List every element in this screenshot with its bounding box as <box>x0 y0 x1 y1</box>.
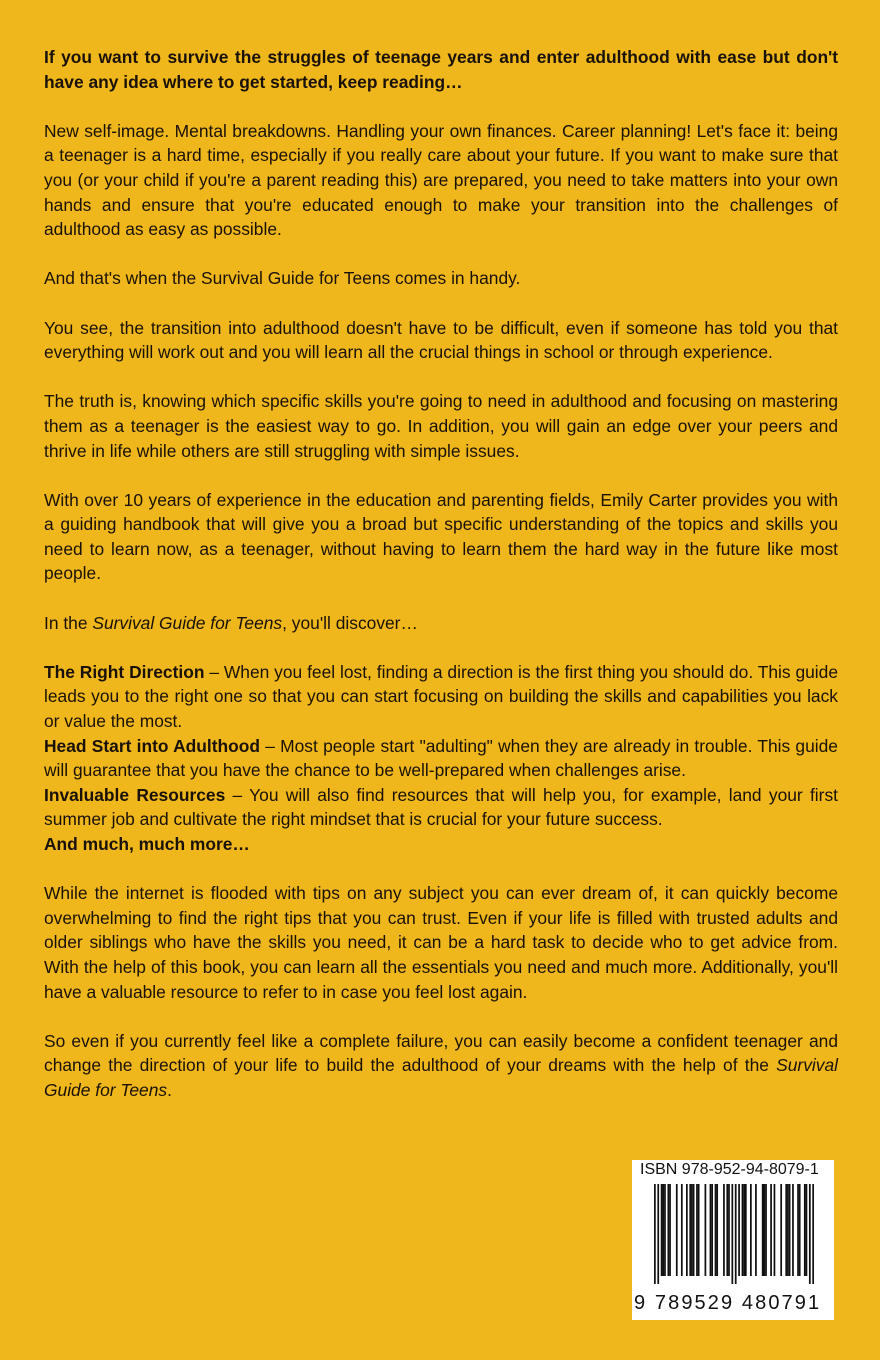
barcode-bar <box>745 1184 747 1276</box>
barcode-bar <box>716 1184 718 1276</box>
bullet-resources <box>44 783 838 832</box>
bullet-text: – When you feel lost, finding a direction is the first thing you should do. This guide leads you to the right one so that you can start focusing on building the skills and capabilities you lack or value the most. <box>44 661 838 732</box>
paragraph-internet: While the internet is flooded with tips on any subject you can ever dream of, it can quickly become overwhelming to find the right tips that you can trust. Even if your life is filled with trusted adults and older siblings who have the skills you need, it can be a hard task to decide who to get advice from. With the help of this book, you can learn all the essentials you need and much more. Additionally, you'll have a valuable resource to refer to in case you feel lost again. <box>44 883 838 1002</box>
barcode-bar <box>726 1184 728 1276</box>
paragraph-truth: The truth is, knowing which specific skills you're going to need in adulthood and focusing on mastering them as a teenager is the easiest way to go. In addition, you will gain an edge over your peers and thrive in life while others are still struggling with simple issues. <box>44 391 838 461</box>
barcode-bar <box>689 1184 691 1276</box>
blurb-text <box>44 45 838 1127</box>
bullet-title: Invaluable Resources <box>44 784 226 805</box>
bullet-title: The Right Direction <box>44 661 205 682</box>
paragraph-experience: With over 10 years of experience in the education and parenting fields, Emily Carter provides you with a guiding handbook that will give you a broad but specific understanding of the topics and skills you need to learn now, as a teenager, without having to learn them the hard way in the future like most people. <box>44 489 838 584</box>
barcode-bar <box>661 1184 663 1276</box>
barcode-bar <box>731 1184 733 1284</box>
barcode-bar <box>750 1184 752 1276</box>
barcode-bar <box>710 1184 712 1276</box>
barcode-bar <box>780 1184 782 1276</box>
barcode-bar <box>770 1184 772 1276</box>
paragraph-transition: You see, the transition into adulthood doesn't have to be difficult, even if someone has told you that everything will work out and you will learn all the crucial things in school or through experience. <box>44 317 838 363</box>
discover-book-title: Survival Guide for Teens <box>92 612 283 633</box>
barcode-bar <box>676 1184 678 1276</box>
barcode-bar <box>785 1184 787 1276</box>
barcode-bar <box>804 1184 806 1276</box>
barcode-bar <box>657 1184 659 1284</box>
bullet-head-start <box>44 734 838 783</box>
barcode-bar <box>789 1184 791 1276</box>
bullet-title: Head Start into Adulthood <box>44 735 260 756</box>
barcode-bar <box>809 1184 811 1284</box>
much-more: And much, much more… <box>44 834 250 854</box>
closing-text: So even if you currently feel like a complete failure, you can easily become a confident teenager and change the direction of your life to build the adulthood of your dreams with the help of the <box>44 1030 838 1076</box>
barcode-bar <box>664 1184 666 1276</box>
barcode-bar <box>735 1184 737 1284</box>
barcode-bar <box>662 1184 664 1276</box>
paragraph-survival-guide: And that's when the Survival Guide for Teens comes in handy. <box>44 268 521 289</box>
barcode-bar <box>711 1184 713 1276</box>
barcode-bar <box>755 1184 757 1276</box>
barcode-bar <box>792 1184 794 1276</box>
barcode-bar <box>691 1184 693 1276</box>
barcode-bar <box>742 1184 744 1276</box>
barcode-digits: 9 789529 480791 <box>634 1292 822 1314</box>
isbn-label: ISBN 978-952-94-8079-1 <box>640 1161 819 1178</box>
intro-heading: If you want to survive the struggles of teenage years and enter adulthood with ease but don't have any idea where to get started, keep reading… <box>44 47 838 92</box>
bullet-text: – Most people start "adulting" when they are already in trouble. This guide will guarantee that you have the chance to be well-prepared when challenges arise. <box>44 735 838 781</box>
barcode-bar <box>667 1184 669 1276</box>
barcode-bar <box>698 1184 700 1276</box>
barcode-bar <box>654 1184 656 1284</box>
barcode-bar <box>812 1184 814 1284</box>
barcode-bar <box>763 1184 765 1276</box>
barcode-bar <box>799 1184 801 1276</box>
barcode-bar <box>765 1184 767 1276</box>
barcode-bar <box>686 1184 688 1276</box>
closing-end: . <box>167 1079 172 1100</box>
barcode-bar <box>696 1184 698 1276</box>
barcode-bar <box>797 1184 799 1276</box>
barcode-bar <box>693 1184 695 1276</box>
bullet-text: – You will also find resources that will help you, for example, land your first summer job and cultivate the right mindset that is crucial for your future success. <box>44 784 838 830</box>
barcode-bar <box>669 1184 671 1276</box>
bullet-right-direction <box>44 660 838 734</box>
barcode-bar <box>705 1184 707 1276</box>
closing-book-title: Survival Guide for Teens <box>44 1055 838 1100</box>
barcode-bar <box>728 1184 730 1276</box>
discover-suffix: , you'll discover… <box>282 612 418 633</box>
barcode-bar <box>774 1184 776 1276</box>
barcode-bar <box>743 1184 745 1276</box>
discover-prefix: In the <box>44 612 93 633</box>
barcode-bar <box>806 1184 808 1276</box>
paragraph-closing <box>44 1029 838 1103</box>
barcode-bar <box>787 1184 789 1276</box>
barcode-bars <box>654 1184 814 1284</box>
barcode-bar <box>715 1184 717 1276</box>
barcode-bar <box>762 1184 764 1276</box>
barcode-bar <box>738 1184 740 1276</box>
paragraph-discover <box>44 611 838 636</box>
barcode-bar <box>723 1184 725 1276</box>
barcode-bar <box>681 1184 683 1276</box>
paragraph-self-image: New self-image. Mental breakdowns. Handling your own finances. Career planning! Let's face it: being a teenager is a hard time, especially if you really care about your future. If you want to make sure that you (or your child if you're a parent reading this) are prepared, you need to take matters into your own hands and ensure that you're educated enough to make your transition into the challenges of adulthood as easy as possible. <box>44 120 838 240</box>
isbn-barcode <box>632 1160 834 1320</box>
